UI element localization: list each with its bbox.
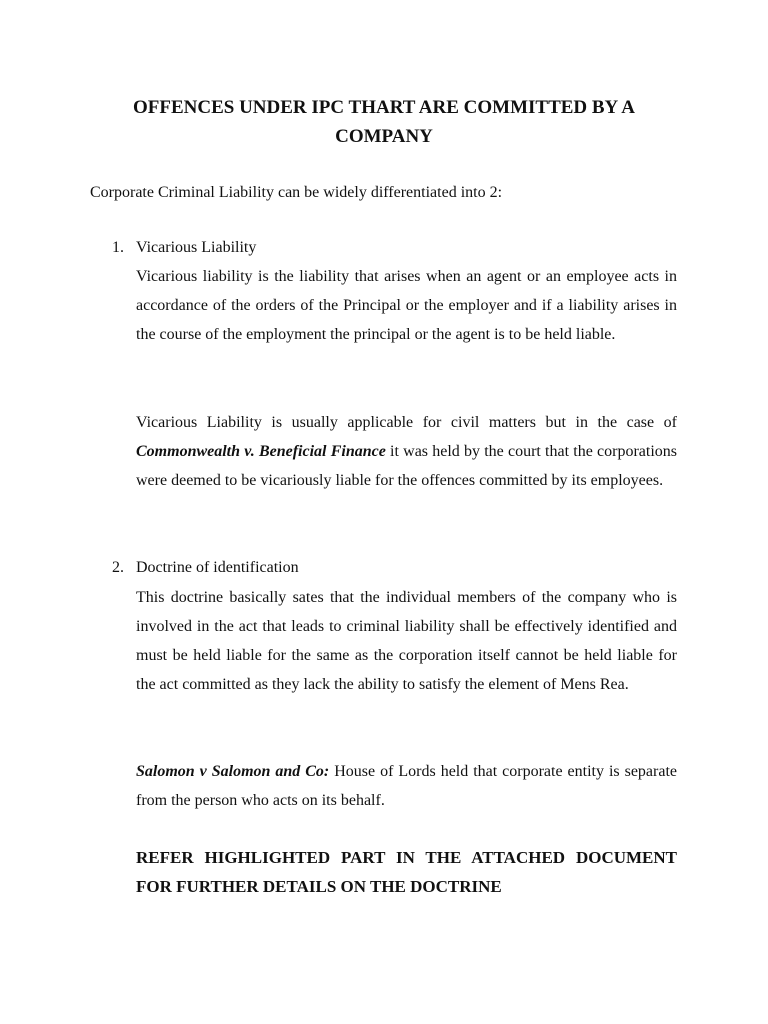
vicarious-liability-case-paragraph <box>136 408 677 495</box>
heading-vicarious-liability: Vicarious Liability <box>136 239 257 256</box>
title-line-1: OFFENCES UNDER IPC THART ARE COMMITTED BY A <box>132 97 635 118</box>
intro-text: Corporate Criminal Liability can be widely differentiated into 2: <box>90 184 503 201</box>
case-name-commonwealth: Commonwealth v. Beneficial Finance <box>136 443 386 460</box>
vicarious-liability-definition: Vicarious liability is the liability that arises when an agent or an employee acts in accordance of the orders of the Principal or the employer and if a liability arises in the course of the employment the principal or the agent is to be held liable. <box>136 268 677 343</box>
salomon-holding-text: House of Lords held that corporate entity is separate from the person who acts on its behalf. <box>136 763 678 809</box>
refer-note: REFER HIGHLIGHTED PART IN THE ATTACHED DOCUMENT FOR FURTHER DETAILS ON THE DOCTRINE <box>136 848 677 896</box>
document-title <box>80 93 688 151</box>
case-intro-text: Vicarious Liability is usually applicable for civil matters but in the case of <box>136 414 677 431</box>
salomon-case-paragraph <box>136 757 677 815</box>
case-name-salomon: Salomon v Salomon and Co: <box>136 763 330 780</box>
list-item-heading-1 <box>112 237 256 259</box>
list-item-heading-2 <box>112 557 299 579</box>
list-number-2: 2. <box>112 559 124 576</box>
list-number-1: 1. <box>112 239 124 256</box>
doctrine-definition: This doctrine basically sates that the individual members of the company who is involved in the act that leads to criminal liability shall be effectively identified and must be held liable for the same as the corporation itself cannot be held liable for the act committed as they lack the ability to satisfy the element of Mens Rea. <box>136 589 677 693</box>
heading-doctrine-of-identification: Doctrine of identification <box>136 559 299 576</box>
title-line-2: COMPANY <box>335 126 433 147</box>
case-holding-text: it was held by the court that the corporations were deemed to be vicariously liable for the offences committed by its employees. <box>136 443 677 489</box>
